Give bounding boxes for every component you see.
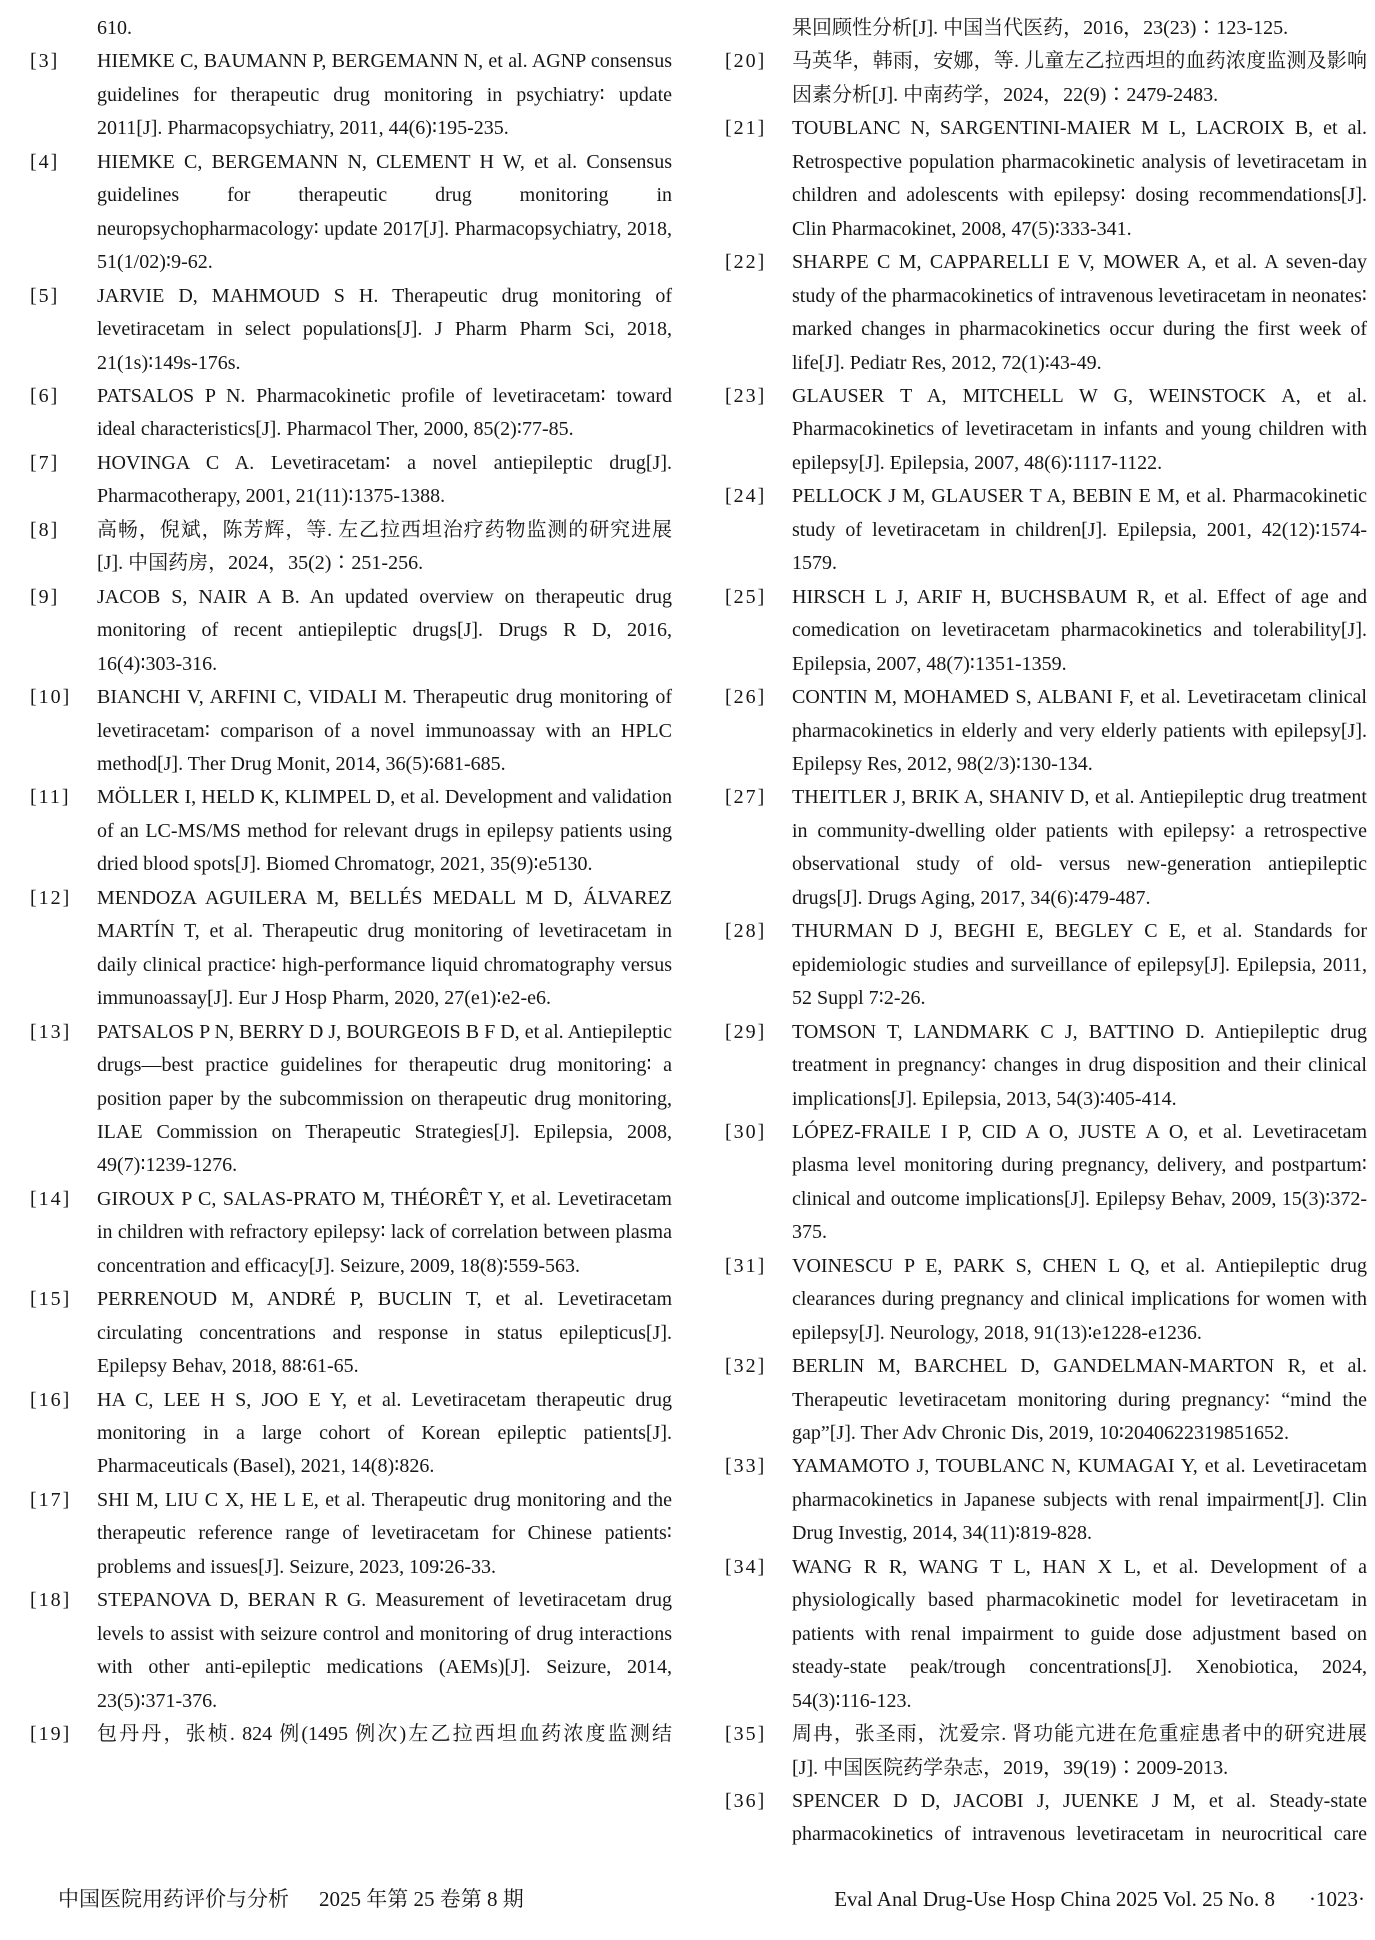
reference-text: HIEMKE C, BAUMANN P, BERGEMANN N, et al. AGNP consensus guidelines for therapeutic drug monitoring in psychiatry∶ update 2011[J]. Pharmacopsychiatry, 2011, 44(6)∶195-235. [97,50,672,140]
reference-item [30,1183,672,1283]
reference-text: YAMAMOTO J, TOUBLANC N, KUMAGAI Y, et al. Levetiracetam pharmacokinetics in Japanese subjects with renal impairment[J]. Clin Drug Investig, 2014, 34(11)∶819-828. [792,1455,1367,1545]
reference-number: [11] [30,786,71,809]
reference-text: 包丹丹，张桢. 824 例(1495 例次)左乙拉西坦血药浓度监测结 [97,1723,672,1746]
reference-number: [10] [30,686,72,709]
reference-number: [5] [30,284,60,307]
reference-number: [16] [30,1388,72,1411]
reference-item [30,280,672,380]
reference-item [30,380,672,447]
reference-item [725,480,1367,580]
reference-text: HA C, LEE H S, JOO E Y, et al. Levetiracetam therapeutic drug monitoring in a large cohort of Korean epileptic patients[J]. Pharmaceuticals (Basel), 2021, 14(8)∶826. [97,1388,672,1478]
reference-item [725,45,1367,112]
continuation-line-left: 610. [97,17,132,39]
reference-number: [17] [30,1488,72,1511]
reference-number: [22] [725,251,767,274]
reference-text: PELLOCK J M, GLAUSER T A, BEBIN E M, et al. Pharmacokinetic study of levetiracetam in children[J]. Epilepsia, 2001, 42(12)∶1574-1579. [792,485,1367,575]
reference-number: [31] [725,1254,767,1277]
reference-number: [36] [725,1790,767,1813]
page-number: ·1023· [1309,1887,1365,1911]
reference-item [725,1350,1367,1450]
reference-item [30,1584,672,1718]
reference-text: HOVINGA C A. Levetiracetam∶ a novel antiepileptic drug[J]. Pharmacotherapy, 2001, 21(11)∶1375-1388. [97,451,672,508]
reference-item [30,581,672,681]
reference-item [30,1718,672,1751]
reference-item [725,1785,1367,1852]
reference-number: [15] [30,1288,72,1311]
reference-number: [34] [725,1555,767,1578]
reference-number: [27] [725,786,767,809]
reference-text: SHARPE C M, CAPPARELLI E V, MOWER A, et al. A seven-day study of the pharmacokinetics of intravenous levetiracetam in neonates∶ marked changes in pharmacokinetics occur during the first week of life[J]. Pediatr Res, 2012, 72(1)∶43-49. [792,251,1367,374]
journal-title-en: Eval Anal Drug-Use Hosp China 2025 Vol. 25 No. 8 [834,1887,1275,1911]
continuation-line-right: 果回顾性分析[J]. 中国当代医药，2016，23(23)∶123-125. [792,17,1289,39]
reference-number: [24] [725,485,767,508]
reference-item [725,380,1367,480]
reference-item [30,1016,672,1183]
reference-number: [29] [725,1020,767,1043]
reference-item [725,1116,1367,1250]
reference-text: LÓPEZ-FRAILE I P, CID A O, JUSTE A O, et al. Levetiracetam plasma level monitoring during pregnancy, delivery, and postpartum∶ clinical and outcome implications[J]. Epilepsy Behav, 2009, 15(3)∶372-375. [792,1120,1367,1244]
page-footer [30,1884,1367,1914]
left-column [30,12,672,1852]
footer-left [58,1884,524,1914]
reference-item [725,915,1367,1015]
reference-text: WANG R R, WANG T L, HAN X L, et al. Development of a physiologically based pharmacokinetic model for levetiracetam in patients with renal impairment to guide dose adjustment based on steady-state peak/trough concentrations[J]. Xenobiotica, 2024, 54(3)∶116-123. [792,1555,1367,1712]
reference-text: MENDOZA AGUILERA M, BELLÉS MEDALL M D, ÁLVAREZ MARTÍN T, et al. Therapeutic drug monitoring of levetiracetam in daily clinical practice∶ high-performance liquid chromatography versus immunoassay[J]. Eur J Hosp Pharm, 2020, 27(e1)∶e2-e6. [97,886,672,1010]
reference-item [725,1450,1367,1550]
reference-number: [33] [725,1455,767,1478]
reference-item [725,781,1367,915]
reference-number: [23] [725,384,767,407]
reference-item [30,146,672,280]
reference-text: HIRSCH L J, ARIF H, BUCHSBAUM R, et al. Effect of age and comedication on levetiracetam pharmacokinetics and tolerability[J]. Epilepsia, 2007, 48(7)∶1351-1359. [792,585,1367,675]
reference-text: TOUBLANC N, SARGENTINI-MAIER M L, LACROIX B, et al. Retrospective population pharmacokinetic analysis of levetiracetam in children and adolescents with epilepsy∶ dosing recommendations[J]. Clin Pharmacokinet, 2008, 47(5)∶333-341. [792,117,1367,240]
reference-item [725,1250,1367,1350]
reference-text: VOINESCU P E, PARK S, CHEN L Q, et al. Antiepileptic drug clearances during pregnancy and clinical implications for women with epilepsy[J]. Neurology, 2018, 91(13)∶e1228-e1236. [792,1254,1367,1344]
reference-text: JARVIE D, MAHMOUD S H. Therapeutic drug monitoring of levetiracetam in select populations[J]. J Pharm Pharm Sci, 2018, 21(1s)∶149s-176s. [97,284,672,374]
reference-number: [13] [30,1020,72,1043]
reference-item [30,1384,672,1484]
reference-item [725,112,1367,246]
reference-columns [30,12,1367,1852]
reference-text: THEITLER J, BRIK A, SHANIV D, et al. Antiepileptic drug treatment in community-dwelling older patients with epilepsy∶ a retrospective observational study of old- versus new-generation antiepileptic drugs[J]. Drugs Aging, 2017, 34(6)∶479-487. [792,786,1367,909]
reference-text: MÖLLER I, HELD K, KLIMPEL D, et al. Development and validation of an LC-MS/MS method for relevant drugs in epilepsy patients using dried blood spots[J]. Biomed Chromatogr, 2021, 35(9)∶e5130. [97,786,672,876]
reference-number: [30] [725,1120,767,1143]
reference-item [30,681,672,781]
reference-number: [35] [725,1723,767,1746]
reference-number: [26] [725,686,767,709]
reference-text: 高畅，倪斌，陈芳辉，等. 左乙拉西坦治疗药物监测的研究进展[J]. 中国药房，2024，35(2)∶251-256. [97,518,672,575]
reference-text: 周冉，张圣雨，沈爱宗. 肾功能亢进在危重症患者中的研究进展[J]. 中国医院药学杂志，2019，39(19)∶2009-2013. [792,1723,1367,1779]
reference-item [30,447,672,514]
reference-text: GIROUX P C, SALAS-PRATO M, THÉORÊT Y, et al. Levetiracetam in children with refractory epilepsy∶ lack of correlation between plasma concentration and efficacy[J]. Seizure, 2009, 18(8)∶559-563. [97,1187,672,1277]
reference-number: [3] [30,50,60,73]
reference-text: JACOB S, NAIR A B. An updated overview on therapeutic drug monitoring of recent antiepileptic drugs[J]. Drugs R D, 2016, 16(4)∶303-316. [97,585,672,675]
reference-text: HIEMKE C, BERGEMANN N, CLEMENT H W, et al. Consensus guidelines for therapeutic drug monitoring in neuropsychopharmacology∶ update 2017[J]. Pharmacopsychiatry, 2018, 51(1/02)∶9-62. [97,150,672,274]
footer-right [834,1884,1365,1914]
reference-item [30,1283,672,1383]
reference-number: [7] [30,451,60,474]
reference-text: 马英华，韩雨，安娜，等. 儿童左乙拉西坦的血药浓度监测及影响因素分析[J]. 中南药学，2024，22(9)∶2479-2483. [792,50,1367,106]
reference-item [725,1016,1367,1116]
reference-number: [6] [30,384,60,407]
reference-text: TOMSON T, LANDMARK C J, BATTINO D. Antiepileptic drug treatment in pregnancy∶ changes in drug disposition and their clinical implications[J]. Epilepsia, 2013, 54(3)∶405-414. [792,1020,1367,1110]
reference-item [30,781,672,881]
reference-text: PATSALOS P N, BERRY D J, BOURGEOIS B F D, et al. Antiepileptic drugs—best practice guidelines for therapeutic drug monitoring∶ a position paper by the subcommission on therapeutic drug monitoring, ILAE Commission on Therapeutic Strategies[J]. Epilepsia, 2008, 49(7)∶1239-1276. [97,1020,672,1177]
reference-number: [20] [725,50,767,73]
reference-item [30,45,672,145]
reference-text: THURMAN D J, BEGHI E, BEGLEY C E, et al. Standards for epidemiologic studies and surveillance of epilepsy[J]. Epilepsia, 2011, 52 Suppl 7∶2-26. [792,920,1367,1010]
reference-number: [9] [30,585,60,608]
reference-item [30,1484,672,1584]
reference-text: PERRENOUD M, ANDRÉ P, BUCLIN T, et al. Levetiracetam circulating concentrations and response in status epilepticus[J]. Epilepsy Behav, 2018, 88∶61-65. [97,1288,672,1378]
reference-text: PATSALOS P N. Pharmacokinetic profile of levetiracetam∶ toward ideal characteristics[J]. Pharmacol Ther, 2000, 85(2)∶77-85. [97,384,672,441]
reference-number: [32] [725,1355,767,1378]
reference-number: [4] [30,150,60,173]
reference-item [30,514,672,581]
right-column [725,12,1367,1852]
reference-number: [21] [725,117,767,140]
reference-text: CONTIN M, MOHAMED S, ALBANI F, et al. Levetiracetam clinical pharmacokinetics in elderly and very elderly patients with epilepsy[J]. Epilepsy Res, 2012, 98(2/3)∶130-134. [792,686,1367,775]
journal-title-cn: 中国医院用药评价与分析 [58,1887,289,1911]
reference-text: BERLIN M, BARCHEL D, GANDELMAN-MARTON R, et al. Therapeutic levetiracetam monitoring during pregnancy∶ “mind the gap”[J]. Ther Adv Chronic Dis, 2019, 10∶2040622319851652. [792,1355,1367,1445]
reference-number: [19] [30,1723,72,1746]
reference-text: GLAUSER T A, MITCHELL W G, WEINSTOCK A, et al. Pharmacokinetics of levetiracetam in infants and young children with epilepsy[J]. Epilepsia, 2007, 48(6)∶1117-1122. [792,384,1367,474]
reference-number: [18] [30,1589,72,1612]
reference-number: [28] [725,920,767,943]
reference-number: [8] [30,518,60,541]
reference-number: [12] [30,886,72,909]
reference-text: BIANCHI V, ARFINI C, VIDALI M. Therapeutic drug monitoring of levetiracetam∶ comparison of a novel immunoassay with an HPLC method[J]. Ther Drug Monit, 2014, 36(5)∶681-685. [97,686,672,775]
reference-item [725,1551,1367,1718]
reference-item [725,581,1367,681]
reference-item [30,882,672,1016]
reference-item [725,1718,1367,1785]
reference-text: SHI M, LIU C X, HE L E, et al. Therapeutic drug monitoring and the therapeutic reference range of levetiracetam for Chinese patients∶ problems and issues[J]. Seizure, 2023, 109∶26-33. [97,1488,672,1578]
reference-number: [25] [725,585,767,608]
reference-text: STEPANOVA D, BERAN R G. Measurement of levetiracetam drug levels to assist with seizure control and monitoring of drug interactions with other anti-epileptic medications (AEMs)[J]. Seizure, 2014, 23(5)∶371-376. [97,1589,672,1712]
reference-item [725,681,1367,781]
reference-item [725,246,1367,380]
reference-text: SPENCER D D, JACOBI J, JUENKE J M, et al. Steady-state pharmacokinetics of intravenous levetiracetam in neurocritical care [792,1790,1367,1846]
issue-info-cn: 2025 年第 25 卷第 8 期 [319,1887,524,1911]
reference-number: [14] [30,1187,72,1210]
